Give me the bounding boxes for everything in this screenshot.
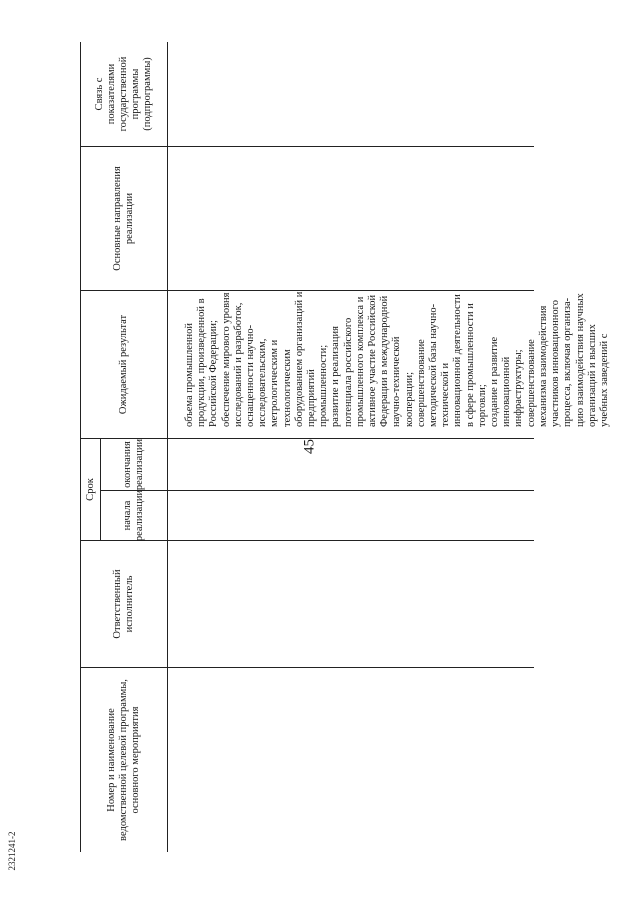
- header-term-group: [81, 438, 167, 540]
- result-line: процесса, включая организа-: [562, 297, 574, 427]
- result-line: кооперации;: [403, 371, 415, 427]
- result-line: инновационной: [501, 356, 513, 427]
- column-executor: [168, 540, 534, 667]
- result-line: объема промышленной: [184, 323, 195, 427]
- document-code: 2321241-2: [7, 831, 17, 871]
- result-line: торговли;: [476, 384, 488, 427]
- result-line: механизма взаимодействия: [537, 305, 549, 427]
- header-term-start: начала реализации: [101, 490, 167, 540]
- result-line: исследований и разработок,: [232, 302, 244, 427]
- column-term-start: [168, 490, 534, 540]
- result-line: участников инновационного: [550, 300, 562, 427]
- result-line: Российской Федерации;: [208, 320, 220, 427]
- column-term-end: [168, 438, 534, 490]
- result-line: цию взаимодействия научных: [574, 293, 586, 427]
- header-result: Ожидаемый результат: [81, 290, 167, 438]
- result-line: активное участие Российской: [367, 294, 379, 427]
- result-line: промышленности;: [318, 344, 330, 427]
- result-line: метрологическим и: [269, 339, 281, 427]
- program-table: [80, 42, 610, 852]
- header-executor: Ответственный исполнитель: [81, 540, 167, 667]
- result-cell-text: [184, 7, 611, 427]
- header-number-name: Номер и наименование ведомственной целевой программы, основного мероприятия: [81, 667, 167, 852]
- result-line: развитие и реализация: [330, 326, 342, 427]
- result-line: потенциала российского: [342, 317, 354, 427]
- result-line: создание и развитие: [489, 336, 501, 427]
- header-directions: Основные направления реализации: [81, 146, 167, 290]
- result-line: инфраструктуры;: [513, 349, 525, 427]
- result-line: инновационной деятельности: [452, 294, 464, 427]
- result-line: оборудованием организаций и: [293, 291, 305, 427]
- result-line: предприятий: [306, 369, 318, 427]
- result-line: технической и: [440, 362, 452, 427]
- header-term-end: окончания реализации: [122, 438, 145, 491]
- result-line: продукции, произведенной в: [196, 298, 208, 427]
- result-line: оснащенности научно-: [245, 324, 257, 427]
- header-term: Срок: [81, 439, 101, 540]
- result-line: организаций и высших: [586, 324, 598, 427]
- result-line: промышленного комплекса и: [354, 296, 366, 427]
- result-line: Федерации в международной: [379, 295, 391, 427]
- result-line: в сфере промышленности и: [464, 303, 476, 427]
- table-header: [80, 42, 168, 852]
- result-line: совершенствование: [525, 339, 537, 427]
- result-line: научно-технической: [391, 336, 403, 427]
- result-line: обеспечение мирового уровня: [220, 292, 232, 427]
- result-line: совершенствование: [415, 339, 427, 427]
- result-line: исследовательским,: [257, 338, 269, 427]
- page-number: 45: [301, 439, 318, 454]
- result-line: технологическим: [281, 349, 293, 427]
- result-line: учебных заведений с: [598, 333, 610, 427]
- column-number-name: [168, 667, 534, 852]
- header-link: Связь с показателями государственной программы (подпрограммы): [94, 56, 153, 132]
- result-line: методической базы научно-: [428, 303, 440, 427]
